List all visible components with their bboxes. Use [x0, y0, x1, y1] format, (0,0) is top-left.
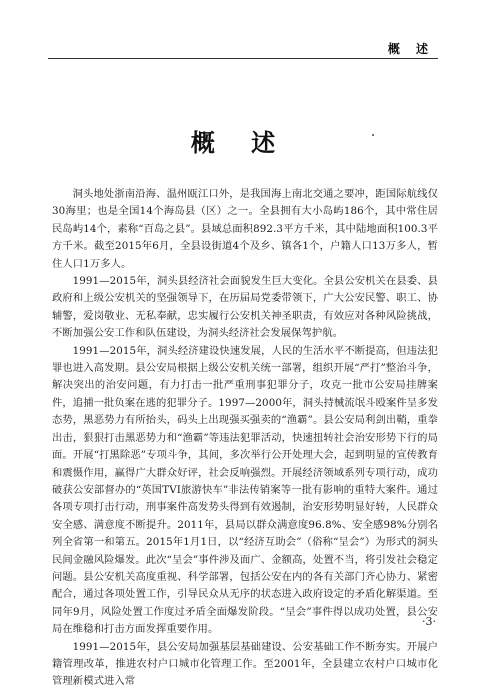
running-head: 概 述 — [387, 42, 434, 56]
page-number: ·3· — [422, 615, 436, 628]
paragraph: 1991—2015年，洞头经济建设快速发展，人民的生活水平不断提高，但违法犯罪也进入高发期。县公安局根据上级公安机关统一部署，组织开展“严打”整治斗争，解决突出的治安问题，有力打击一批严重刑事犯罪分子，攻克一批市公安局挂牌案件，追捕一批负案在逃的犯罪分子。1997—2000年，洞头持械流氓斗殴案件呈多发态势，黑恶势力有所抬头，码头上出现强买强卖的“渔霸”。县公安局利剑出鞘，重拳出击，狠狠打击黑恶势力和“渔霸”等违法犯罪活动，快速扭转社会治安形势下行的局面。开展“打黑除恶”专项斗争，其间，多次举行公开处理大会，起到明显的宣传教育和震慑作用，赢得广大群众好评，社会反响强烈。开展经济领域系列专项行动，成功破获公安部督办的“英国TVI旅游快车”非法传销案等一批有影响的重特大案件。通过各项专项打击行动，刑事案件高发势头得到有效遏制，治安形势明显好转，人民群众安全感、满意度不断提升。2011年，县局以群众满意度96.8%、安全感98%分别名列全省第一和第五。2015年1月1日，以“经济互助会”（俗称“呈会”）为形式的洞头民间金融风险爆发。此次“呈会”事件涉及面广、金额高，处置不当，将引发社会稳定问题。县公安机关高度重视、科学部署，包括公安在内的各有关部门齐心协力、紧密配合，通过各项处置工作，引导民众从无序的状态进入政府设定的矛盾化解渠道。至同年9月，风险处置工作度过矛盾全面爆发阶段。“呈会”事件得以成功处置，县公安局在维稳和打击方面发挥重要作用。 — [52, 344, 438, 636]
paragraph: 1991—2015年，县公安局加强基层基础建设、公安基础工作不断夯实。开展户籍管理改革，推进农村户口城市化管理工作。至2001年，全县建立农村户口城市化管理新模式进入常 — [52, 640, 438, 688]
chapter-title: 概 述 — [190, 128, 290, 157]
paragraph: 1991—2015年，洞头县经济社会面貌发生巨大变化。全县公安机关在县委、县政府和上级公安机关的坚强领导下，在历届局党委带领下，广大公安民警、职工、协辅警，爱岗敬业、无私奉献，忠实履行公安机关神圣职责，有效应对各种风险挑战，不断加强公安工作和队伍建设，为洞头经济社会发展保驾护航。 — [52, 275, 438, 340]
title-dot-mark — [372, 134, 374, 136]
paragraph: 洞头地处浙南沿海、温州瓯江口外，是我国海上南北交通之要冲，距国际航线仅30海里；也是全国14个海岛县（区）之一。全县拥有大小岛屿186个，其中常住居民岛屿14个，素称“百岛之县”。县域总面积892.3平方千米，其中陆地面积100.3平方千米。截至2015年6月，全县设街道4个及乡、镇各1个，户籍人口13万多人，暂住人口1万多人。 — [52, 188, 438, 270]
header-rule — [48, 58, 438, 59]
body-text — [52, 186, 438, 691]
